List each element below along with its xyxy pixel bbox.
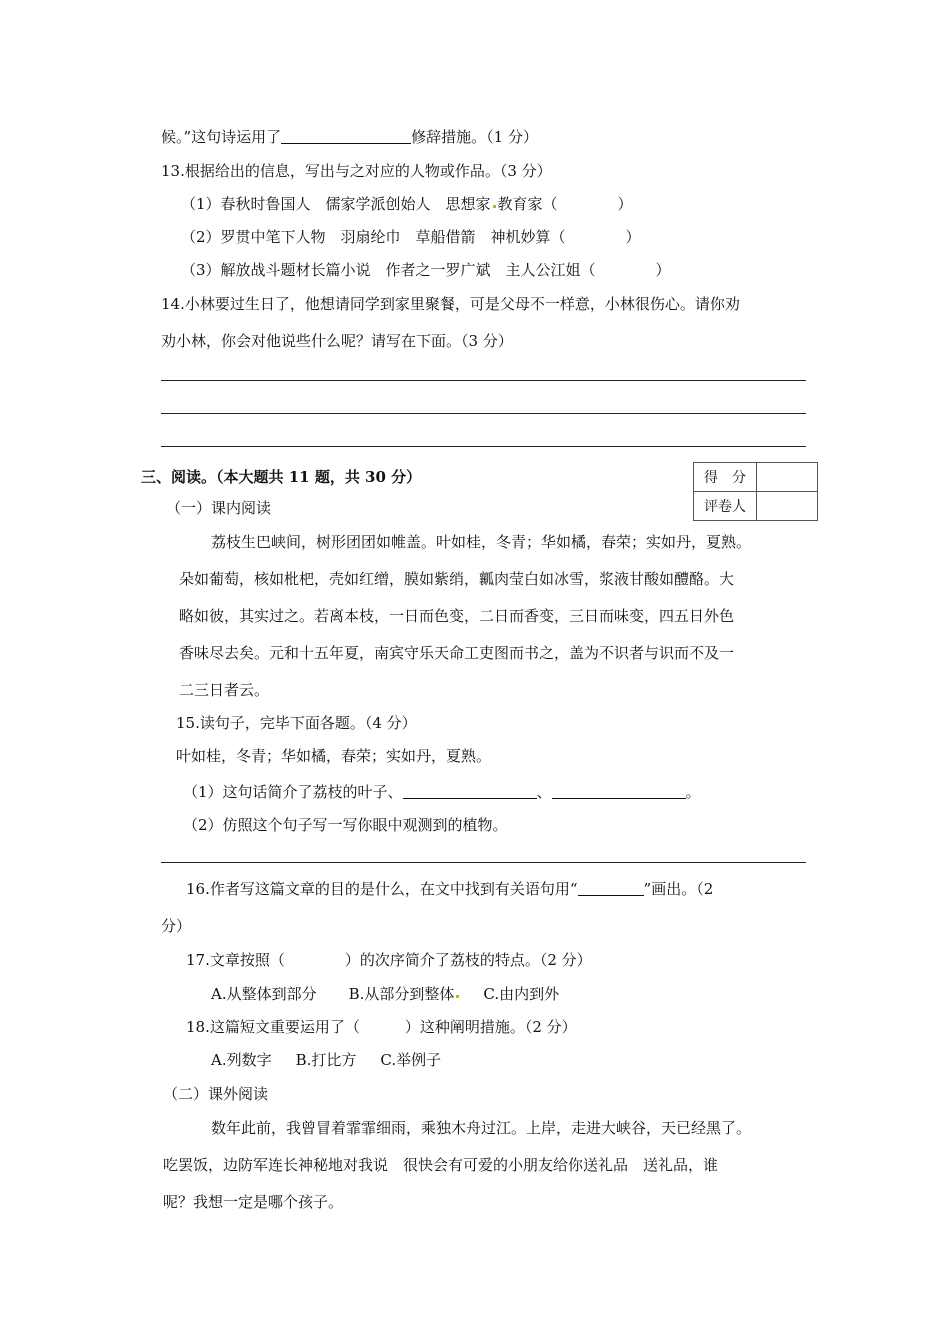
q14-line-1: 14.小林要过生日了，他想请同学到家里聚餐，可是父母不一样意，小林很伤心。请你劝	[161, 295, 740, 313]
passage-1-line: 香味尽去矣。元和十五年夏，南宾守乐天命工吏图而书之，盖为不识者与识而不及一	[179, 644, 735, 662]
q15-sub-1: （1）这句话简介了荔枝的叶子、 、 。	[183, 783, 701, 801]
yellow-dot-mark	[493, 205, 496, 208]
q15-blank-1[interactable]	[403, 782, 537, 799]
q12-answer-blank[interactable]	[281, 127, 411, 144]
q13-title: 13.根据给出的信息，写出与之对应的人物或作品。（3 分）	[161, 162, 552, 180]
grader-label: 评卷人	[694, 492, 757, 521]
q18-options	[211, 1050, 441, 1070]
score-value-cell[interactable]	[757, 463, 818, 492]
q13-item-1: （1）春秋时鲁国人 儒家学派创始人 思想家 教育家（ ）	[181, 195, 633, 213]
grader-value-cell[interactable]	[757, 492, 818, 521]
part-1-title: （一）课内阅读	[166, 499, 272, 517]
passage-1-line: 荔枝生巴峡间，树形团团如帷盖。叶如桂，冬青；华如橘，春荣；实如丹，夏熟。	[211, 533, 752, 551]
q14-answer-line-2[interactable]	[161, 413, 806, 414]
q13-item-3: （3）解放战斗题材长篇小说 作者之一罗广斌 主人公江姐（ ）	[181, 261, 671, 279]
score-label: 得 分	[694, 463, 757, 492]
part-2-title: （二）课外阅读	[163, 1085, 269, 1103]
q16-line: 16.作者写这篇文章的目的是什么，在文中找到有关语句用“ ”画出。（2	[186, 880, 714, 898]
q15-sentence: 叶如桂，冬青；华如橘，春荣；实如丹，夏熟。	[176, 747, 492, 765]
q18-title: 18.这篇短文重要运用了（ ）这种阐明措施。（2 分）	[186, 1018, 577, 1036]
q17-title: 17.文章按照（ ）的次序简介了荔枝的特点。（2 分）	[186, 951, 592, 969]
passage-2-line: 数年此前，我曾冒着霏霏细雨，乘独木舟过江。上岸，走进大峡谷，天已经黑了。	[211, 1119, 752, 1137]
q14-line-2: 劝小林，你会对他说些什么呢？请写在下面。（3 分）	[161, 332, 513, 350]
q13-item-2: （2）罗贯中笔下人物 羽扇纶巾 草船借箭 神机妙算（ ）	[181, 228, 641, 246]
q18-option-c[interactable]: C.举例子	[380, 1051, 442, 1069]
q17-option-b[interactable]: B.从部分到整体	[348, 985, 455, 1003]
passage-1-line: 二三日者云。	[179, 681, 270, 699]
q16-cont: 分）	[161, 917, 192, 935]
q18-option-a[interactable]: A.列数字	[211, 1051, 272, 1069]
q12-tail-line: 候。”这句诗运用了 修辞措施。（1 分）	[161, 128, 538, 146]
section-3-title: 三、阅读。（本大题共 11 题，共 30 分）	[141, 468, 422, 486]
q15-blank-2[interactable]	[552, 782, 686, 799]
q14-answer-line-3[interactable]	[161, 446, 806, 447]
q15-title: 15.读句子，完毕下面各题。（4 分）	[176, 714, 417, 732]
q18-option-b[interactable]: B.打比方	[295, 1051, 357, 1069]
q15-answer-line[interactable]	[161, 862, 806, 863]
q17-option-a[interactable]: A.从整体到部分	[211, 985, 317, 1003]
q14-answer-line-1[interactable]	[161, 380, 806, 381]
q17-options	[211, 984, 559, 1004]
passage-1-line: 略如彼，其实过之。若离本枝，一日而色变，二日而香变，三日而味变，四五日外色	[179, 607, 735, 625]
score-box	[693, 462, 818, 521]
q15-sub-2: （2）仿照这个句子写一写你眼中观测到的植物。	[183, 816, 508, 834]
passage-2-line: 呢？我想一定是哪个孩子。	[163, 1193, 344, 1211]
passage-2-line: 吃罢饭，边防军连长神秘地对我说 很快会有可爱的小朋友给你送礼品 送礼品，谁	[163, 1156, 719, 1174]
q17-option-c[interactable]: C.由内到外	[483, 985, 560, 1003]
yellow-dot-mark	[456, 995, 459, 998]
q16-blank[interactable]	[578, 879, 644, 896]
passage-1-line: 朵如葡萄，核如枇杷，壳如红缯，膜如紫绡，瓤肉莹白如冰雪，浆液甘酸如醴酪。大	[179, 570, 735, 588]
